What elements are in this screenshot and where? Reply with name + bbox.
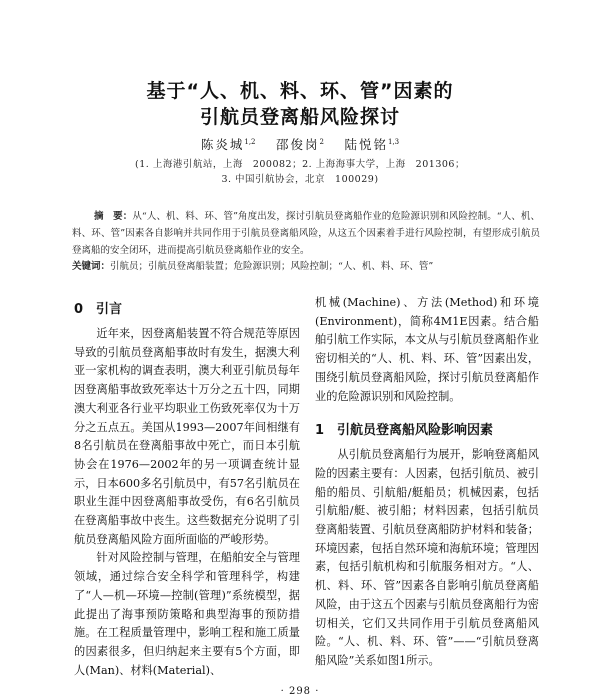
title-line-1: 基于“人、机、料、环、管”因素的 [146, 80, 454, 102]
author-list [0, 135, 600, 153]
keywords-text: 引航员；引航员登离船装置；危险源识别；风险控制；“人、机、料、环、管” [110, 261, 434, 272]
author-affiliation-mark: 2 [319, 137, 324, 146]
author-name: 陈炎城 [200, 137, 245, 152]
section-0-heading: 0 引言 [74, 302, 123, 317]
title-line-2: 引航员登离船风险探讨 [199, 106, 400, 128]
abstract [72, 208, 540, 259]
section-0-paragraph-2-continued: 机械(Machine)、方法(Method)和环境(Environment)，简称4M1E因素。结合船舶引航工作实际，本文从与引航员登离船作业密切相关的“人、机、料、环、管”因素出发，围绕引航员登离船风险，探讨引航员登离船作业的危险源识别和风险控制。 [315, 296, 540, 403]
page-number: · 298 · [280, 686, 320, 697]
right-column [315, 294, 539, 671]
author-name: 邵俊岗 [276, 137, 320, 152]
author-name: 陆悦铭 [344, 137, 388, 152]
keywords-label: 关键词： [72, 261, 111, 272]
author-affiliation-mark: 1,2 [244, 137, 256, 146]
section-1-heading: 1 引航员登离船风险影响因素 [315, 423, 494, 439]
affiliation-line-1: (1. 上海港引航站，上海 200082；2. 上海海事大学，上海 201306； [135, 159, 465, 170]
section-0-paragraph-1: 近年来，因登离船装置不符合规范等原因导致的引航员登离船事故时有发生，据澳大利亚一家机构的调查表明，澳大利亚引航员每年因登离船事故致死率达十万分之五十四，同期澳大利亚各行业平均职业工伤致死率仅为十万分之五点五。美国从1993—2007年间相继有8名引航员在登离船事故中死亡，而日本引航协会在1976—2002年的另一项调查统计显示，日本600多名引航员中，有57名引航员在职业生涯中因登离船事故受伤，有6名引航员在登离船事故中丧生。这些数据充分说明了引航员登离船风险方面所面临的严峻形势。 [74, 327, 300, 546]
abstract-label: 摘 要： [94, 211, 133, 222]
section-1-paragraph-1: 从引航员登离船行为展开，影响登离船风险的因素主要有：人因素，包括引航员、被引船的船员、引航船/艇船员；机械因素，包括引航船/艇、被引船；材料因素，包括引航员登离船装置、引航员登离船防护材料和装备；环境因素，包括自然环境和海航环境；管理因素，包括引航机构和引航服务相对方。“人、机、料、环、管”因素各自影响引航员登离船风险，由于这五个因素与引航员登离船行为密切相关，它们又共同作用于引航员登离船风险。“人、机、料、环、管”——“引航员登离船风险”关系如图1所示。 [315, 448, 539, 667]
affiliation-line-2: 3. 中国引航协会，北京 100029) [221, 174, 379, 185]
section-0-paragraph-2: 针对风险控制与管理，在船舶安全与管理领域，通过综合安全科学和管理科学，构建了“人—机—环境—控制(管理)”系统模型，据此提出了海事预防策略和典型海事的预防措施。在工程质量管理中，影响工程和施工质量的因素很多，但归纳起来主要有5个方面，即人(Man)、材料(Material)、 [74, 551, 300, 677]
author-affiliation-mark: 1,3 [387, 137, 400, 146]
keywords [72, 260, 540, 274]
left-column [74, 294, 300, 680]
abstract-text: 从“人、机、料、环、管”角度出发，探讨引航员登离船作业的危险源识别和风险控制。“人、机、料、环、管”因素各自影响并共同作用于引航员登离船风险，从这五个因素着手进行风险控制，有望形成引航员登离船的安全闭环，进而提高引航员登离船作业的安全。 [72, 211, 540, 256]
